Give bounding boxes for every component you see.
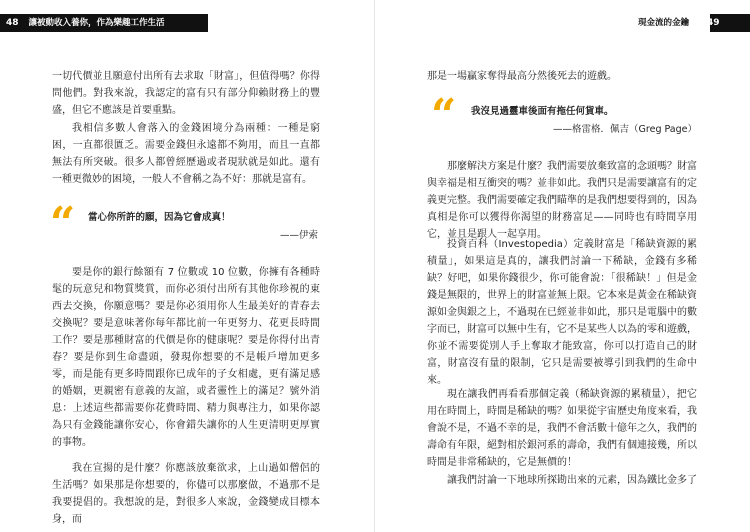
paragraph: 我在宣揚的是什麼？你應該放棄欲求，上山過如僧侶的生活嗎？如果那是你想要的，你儘可以那麼做，不過那不是我要提倡的。我想說的是，對很多人來說，金錢變成目標本身，而 — [52, 463, 320, 525]
quote-attribution: ——伊索 — [279, 230, 318, 241]
running-title: 現金流的金鑰 — [638, 18, 690, 28]
paragraph: 要是你的銀行餘額有 7 位數或 10 位數，你擁有各種時髦的玩意兒和物質獎賞，而你必須付出所有其他你珍視的東西去交換，你願意嗎？要是你必須用你人生最美好的青春去交換呢？要是意味著你每年都比前一年更努力、花更長時間工作？要是那種財富的代價是你的健康呢？要是你得付出青春？要是你到生命盡頭，發現你想要的不是帳戶增加更多零，而是能有更多時間跟你已成年的子女相處，更有滿足感的婚姻，更親密有意義的友誼，或者靈性上的滿足？號外消息：上述這些都需要你花費時間、精力與專注力，如果你認為只有金錢能讓你安心，你會錯失讓你的人生更清明更厚實的事物。 — [52, 267, 320, 448]
right-page — [375, 0, 750, 532]
left-header — [6, 14, 164, 32]
quote-text: 我沒見過靈車後面有拖任何貨車。 — [471, 106, 614, 117]
paragraph: 現在讓我們再看看那個定義（稀缺資源的累積量），把它用在時間上，時間是稀缺的嗎？如果從宇宙歷史角度來看，我會說不是，不過不幸的是，我們不會活數十億年之久，我們的壽命有年限，絕對相於銀河系的壽命，我們有個連接幾，所以時間是非常稀缺的，它是無價的！ — [427, 389, 697, 468]
right-header — [638, 14, 719, 32]
page-number: 48 — [6, 18, 19, 28]
running-title: 讓被動收入養你，作為樂趣工作生活 — [28, 18, 165, 28]
paragraph: 我相信多數人會落入的金錢困境分為兩種：一種是窮困，一直都很匱乏。需要金錢但永遠都不夠用，而且一直都無法有所突破。很多人都曾經歷過或者現狀就是如此。還有一種更微妙的困境，一般人不會稱之為不好：那就是富有。 — [52, 123, 320, 185]
paragraph: 那是一場贏家奪得最高分然後死去的遊戲。 — [427, 71, 617, 82]
quote-attribution: ——格雷格．佩吉（Greg Page） — [553, 124, 697, 135]
quote-text: 當心你所許的願，因為它會成真！ — [88, 212, 231, 223]
page-number: 49 — [706, 18, 720, 28]
paragraph: 讓我們討論一下地球所探勘出來的元素，因為鐵比金多了 — [447, 475, 697, 486]
quote-mark-icon: “ — [50, 198, 76, 249]
quote-mark-icon: “ — [431, 90, 457, 141]
paragraph: 那麼解決方案是什麼？我們需要放棄致富的念頭嗎？財富與幸福是相互衝突的嗎？並非如此。我們只是需要讓富有的定義更完整。我們需要確定我們瞄準的是我們想要得到的，因為真相是你可以獲得你渴望的財務富足——同時也有時間享用它，並且是跟人一起享用。 — [427, 161, 697, 240]
paragraph: 一切代價並且願意付出所有去求取「財富」，但值得嗎？你得問他們。對我來說，我認定的富有只有部分仰賴財務上的豐盛，但它不應該是首要重點。 — [52, 71, 320, 116]
paragraph: 投資百科（Investopedia）定義財富是「稀缺資源的累積量」，如果這是真的，讓我們討論一下稀缺，金錢有多稀缺？好吧，如果你錢很少，你可能會說：「很稀缺！」但是金錢是無限的，世界上的財富並無上限。它本來是黃金在稀缺資源如金與銀之上，不過現在已經並非如此，那只是電腦中的數字而已，財富可以無中生有，它不是某些人以為的零和遊戲，你並不需要從別人手上奪取才能致富，你可以打造自己的財富，財富沒有量的限制，它只是需要被導引到我們的生命中來。 — [427, 239, 697, 386]
